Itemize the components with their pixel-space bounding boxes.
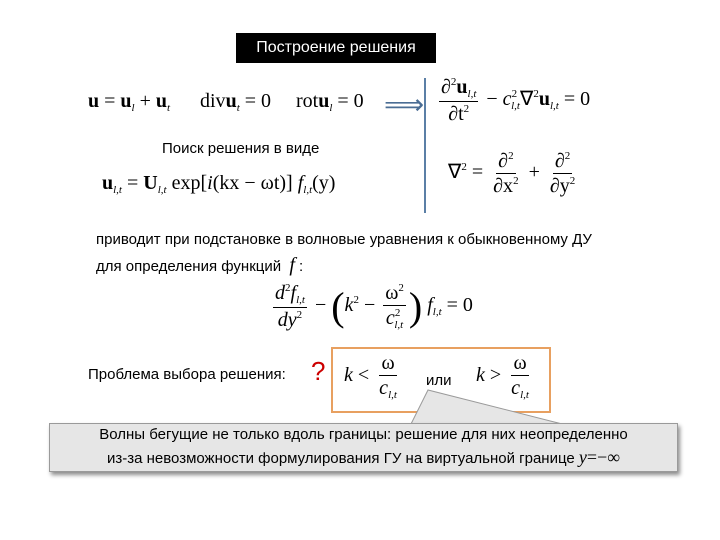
curl-equation: rotu$_l$ = 0 [296,90,364,114]
divergence-equation: divu$_t$ = 0 [200,90,272,114]
or-label: или [426,372,452,389]
callout-box [49,423,678,472]
condition-greater: k > $\frac{\omega}{c_{l,t}}$ [476,352,529,401]
condition-less: k < $\frac{\omega}{c_{l,t}}$ [344,352,397,401]
implies-arrow-icon: ⟹ [384,88,425,121]
wave-equation: $\frac{\partial^2u_{l,t}}{\partial t^2}$ − $c^2_{l,t}\nabla^2u_{l,t} = 0$ [441,76,591,126]
paragraph-line-2: для определения функций f : [96,254,304,276]
ode-equation: $\frac{d^2f_{l,t}}{dy^2}$ − ($k^2$ − $\frac{\omega^2}{c^2_{l,t}}$ ) $f_{l,t} = 0$ [275,282,473,332]
laplacian-equation: ∇$^2$ = $\frac{\partial^2}{\partial x^2}$ + $\frac{\partial^2}{\partial y^2}$ [448,150,576,197]
vertical-divider [424,78,426,213]
problem-label: Проблема выбора решения: [88,366,286,383]
callout-pointer [380,388,610,428]
slide-title: Построение решения [236,33,436,63]
decomposition-equation: $u = u_l + u_t$ [88,90,171,114]
ansatz-equation: $u_{l,t} = U_{l,t}$ exp[i(kx − ωt)] $f_{l,t}(y)$ [102,172,336,196]
callout-line-2: из-за невозможности формулирования ГУ на виртуальной границе y=−∞ [106,447,621,467]
search-label: Поиск решения в виде [162,140,320,157]
question-mark: ? [311,356,326,386]
callout-line-1: Волны бегущие не только вдоль границы: решение для них неопределенно [99,426,628,443]
paragraph-line-1: приводит при подстановке в волновые уравнения к обыкновенному ДУ [96,231,592,248]
